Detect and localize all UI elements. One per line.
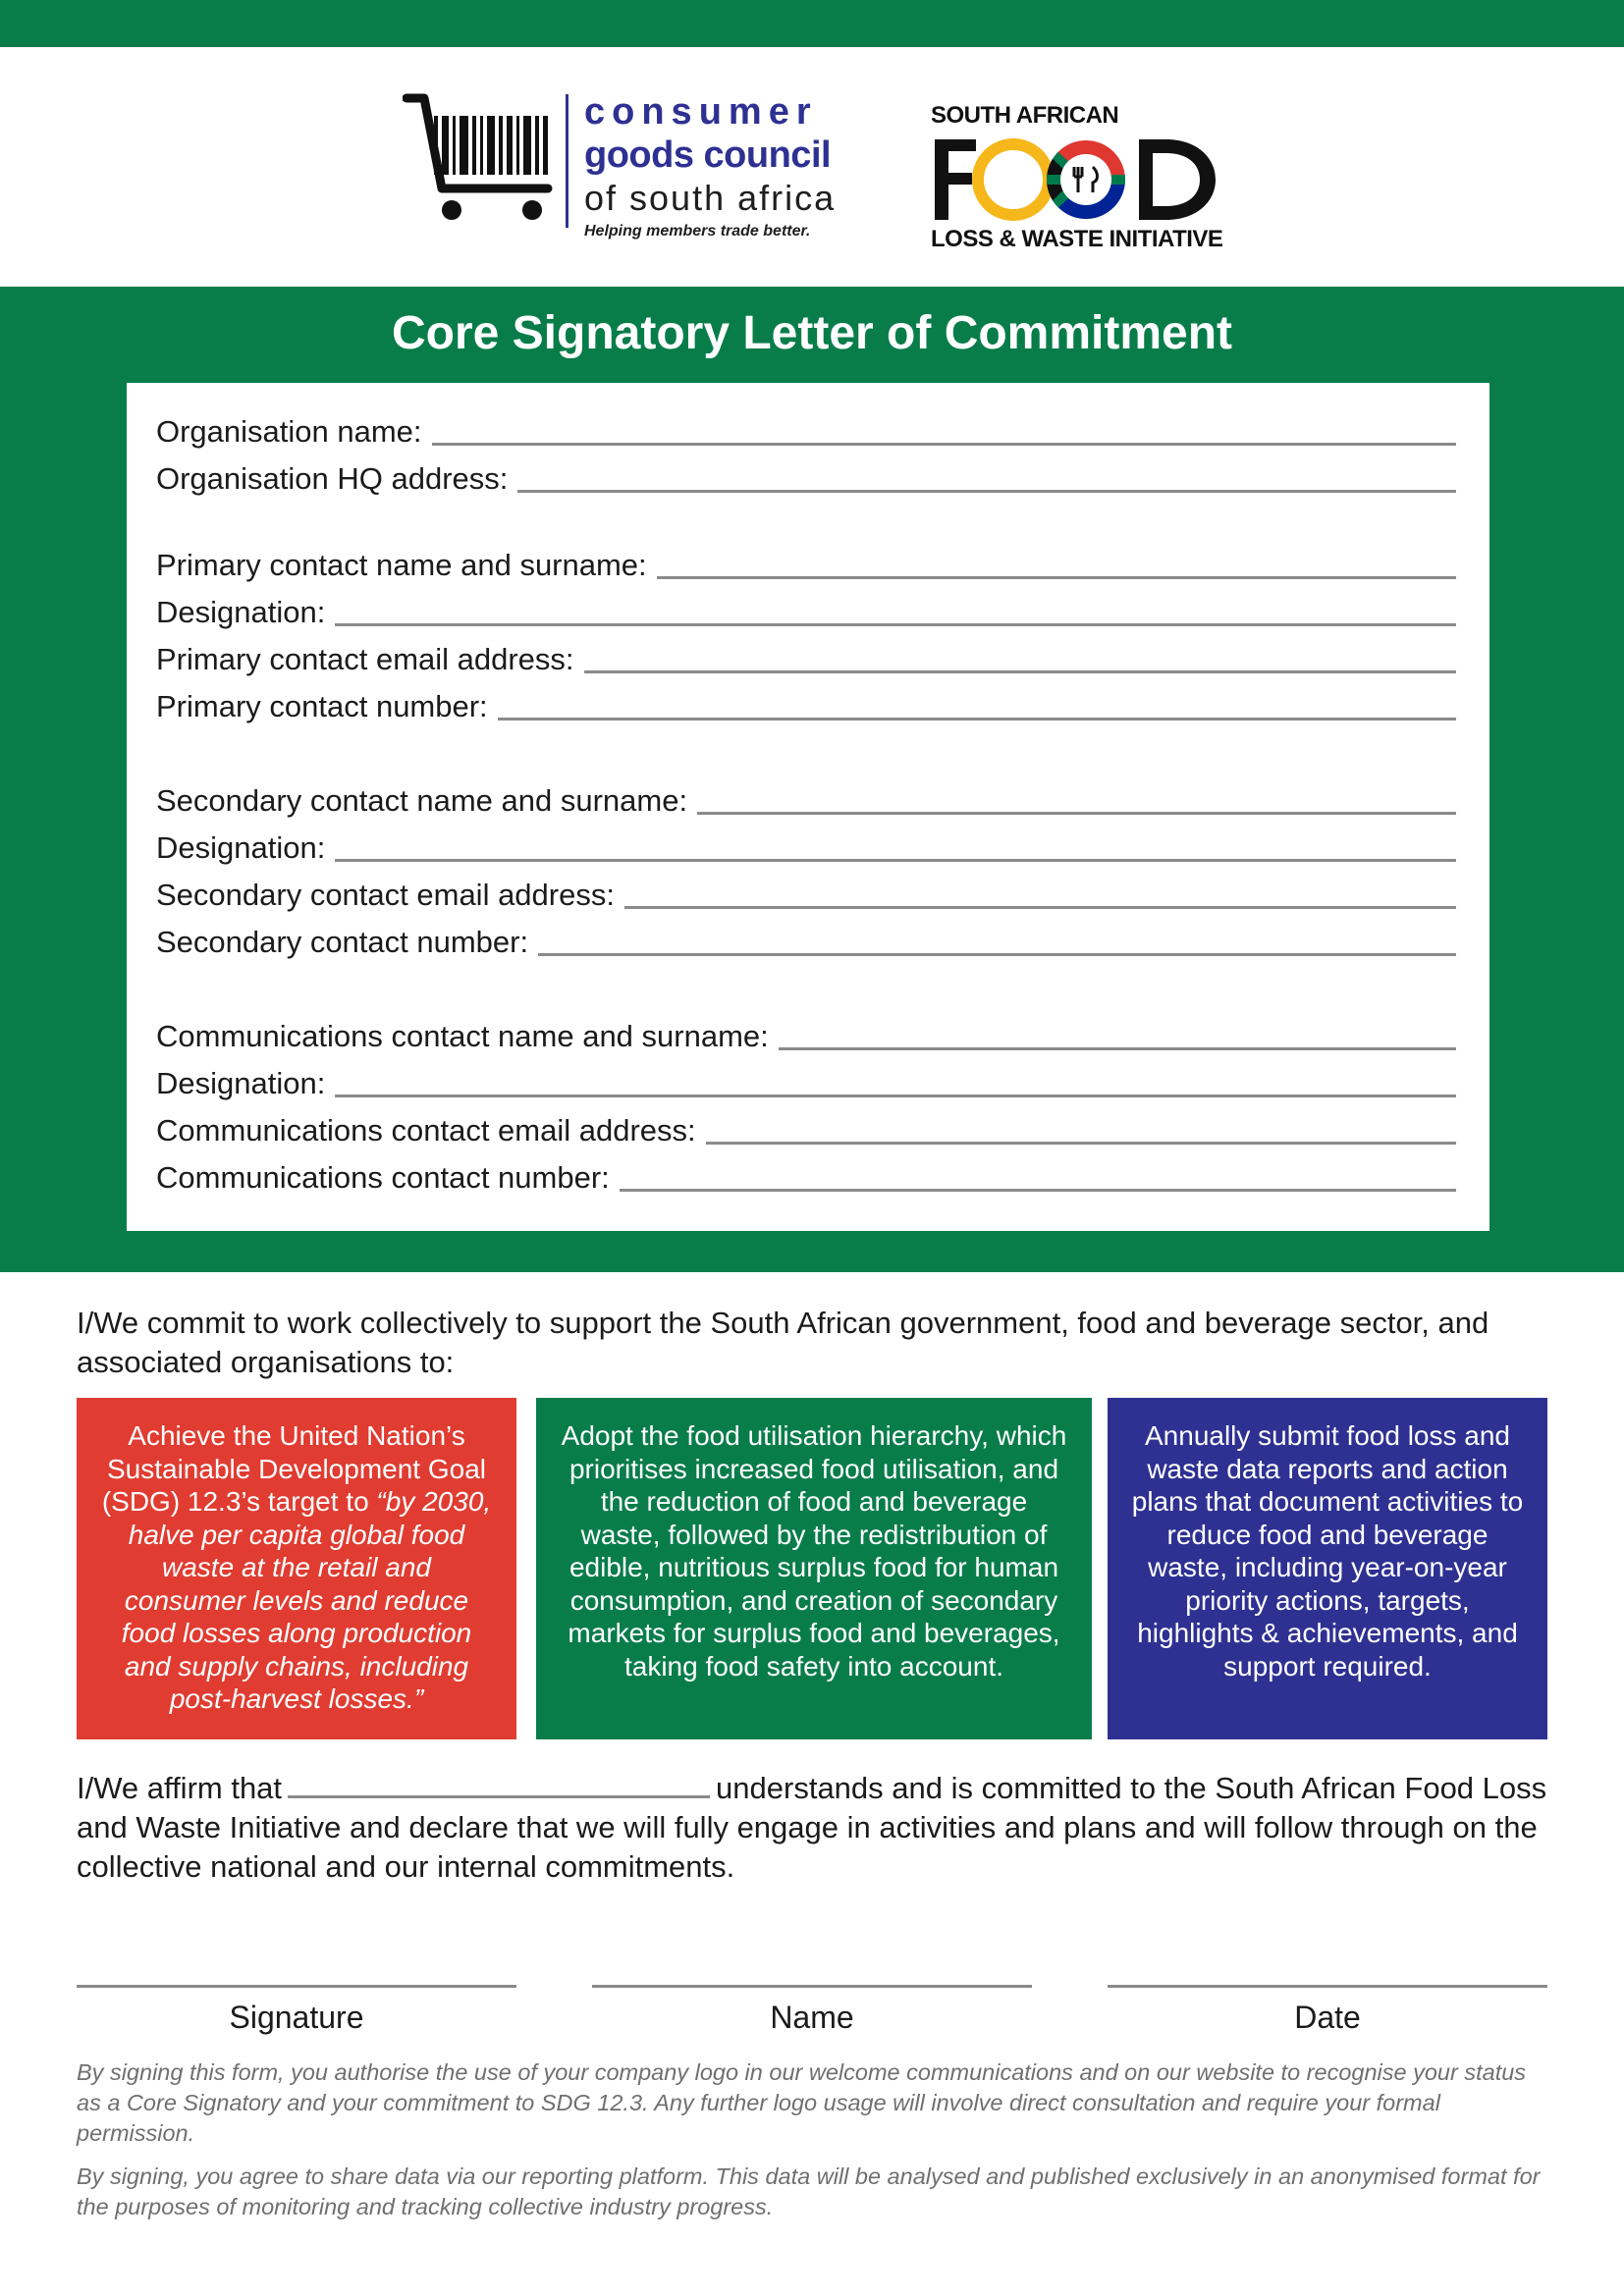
signature-label: Signature [229, 2000, 364, 2035]
name-line[interactable] [592, 1985, 1032, 1988]
fill-line[interactable] [498, 718, 1456, 721]
shopping-cart-icon [403, 90, 560, 228]
flw-logo-top-text: SOUTH AFRICAN [931, 102, 1119, 129]
field-label: Primary contact name and surname: [156, 548, 647, 582]
field-label: Designation: [156, 595, 326, 629]
cgc-logo-line2: goods council [584, 134, 832, 176]
date-block[interactable] [1108, 1985, 1547, 2036]
field-primary-contact-name[interactable] [156, 544, 1456, 583]
field-primary-email[interactable] [156, 638, 1456, 677]
signature-line[interactable] [77, 1985, 516, 1988]
logo-consent-note: By signing this form, you authorise the use of your company logo in our welcome communications and on our website to recognise your status as a Core Signatory and your commitment to SDG 12.3. Any further logo usage will involve direct consultation and require your formal permission. [77, 2059, 1527, 2146]
field-label: Communications contact number: [156, 1160, 610, 1195]
flw-logo-bottom-text: LOSS & WASTE INITIATIVE [931, 226, 1223, 252]
logo-header [0, 47, 1624, 287]
field-communications-number[interactable] [156, 1156, 1456, 1196]
field-secondary-contact-name[interactable] [156, 779, 1456, 819]
field-label: Primary contact email address: [156, 642, 574, 676]
fill-line[interactable] [517, 490, 1456, 493]
field-label: Designation: [156, 1066, 326, 1100]
affirmation-before: I/We affirm that [77, 1771, 283, 1805]
signature-block[interactable] [77, 1985, 516, 2036]
commitment-sdg-text: Achieve the United Nation’s Sustainable Development Goal (SDG) 12.3’s target to [101, 1420, 486, 1517]
field-organisation-hq-address[interactable] [156, 457, 1456, 497]
fill-line[interactable] [335, 859, 1456, 862]
commitment-boxes [77, 1398, 1547, 1739]
food-loss-waste-logo [931, 102, 1225, 279]
field-primary-designation[interactable] [156, 591, 1456, 630]
flw-logo-wordmark [931, 133, 1225, 226]
field-label: Secondary contact email address: [156, 878, 615, 912]
fill-line[interactable] [335, 623, 1456, 626]
date-line[interactable] [1108, 1985, 1547, 1988]
field-label: Primary contact number: [156, 689, 488, 723]
fill-line[interactable] [335, 1095, 1456, 1097]
commitment-intro: I/We commit to work collectively to support the South African government, food and beverage sector, and associated organisations to: [77, 1306, 1489, 1379]
organisation-blank-line[interactable] [288, 1770, 710, 1798]
fill-line[interactable] [657, 576, 1456, 579]
cgc-logo-line1: consumer [584, 91, 818, 133]
cgc-logo-divider [566, 94, 568, 228]
field-primary-number[interactable] [156, 685, 1456, 724]
field-secondary-number[interactable] [156, 921, 1456, 960]
field-label: Designation: [156, 830, 326, 865]
commitment-hierarchy-text: Adopt the food utilisation hierarchy, which prioritises increased food utilisation, and the reduction of food and beverage waste, followed by the redistribution of edible, nutritious surplus food for human consumption, and creation of secondary markets for surplus food and beverages, taking food safety into account. [561, 1420, 1067, 1682]
fill-line[interactable] [706, 1142, 1456, 1145]
fill-line[interactable] [697, 812, 1456, 815]
commitment-box-reporting [1108, 1398, 1547, 1739]
fill-line[interactable] [538, 953, 1456, 956]
cgc-logo-line3: of south africa [584, 178, 837, 218]
affirmation-statement [77, 1769, 1549, 1887]
form-section [0, 287, 1624, 1272]
fill-line[interactable] [584, 670, 1456, 673]
field-label: Secondary contact number: [156, 925, 529, 959]
fill-line[interactable] [779, 1047, 1456, 1050]
name-block[interactable] [592, 1985, 1032, 2036]
fill-line[interactable] [624, 906, 1456, 909]
field-label: Organisation name: [156, 414, 422, 449]
commitment-reporting-text: Annually submit food loss and waste data reports and action plans that document activities to reduce food and beverage waste, including year-on-year priority actions, targets, highlights & achievements, and support required. [1131, 1420, 1524, 1682]
field-label: Secondary contact name and surname: [156, 783, 688, 818]
commitment-box-sdg [77, 1398, 516, 1739]
affirmation-after: understands and is committed to the South African Food Loss and Waste Initiative and declare that we will fully engage in activities and plans and will follow through on the collective national and our internal commitments. [77, 1771, 1547, 1884]
top-green-bar [0, 0, 1624, 47]
commitment-box-hierarchy [536, 1398, 1092, 1739]
cgc-logo-text [584, 90, 879, 243]
fill-line[interactable] [432, 443, 1456, 446]
cgc-logo-tagline: Helping members trade better. [584, 223, 811, 240]
field-organisation-name[interactable] [156, 410, 1456, 450]
field-label: Communications contact name and surname: [156, 1019, 769, 1053]
commitment-sdg-quote: “by 2030, halve per capita global food waste at the retail and consumer levels and reduce food losses along production and supply chains, including post-harvest losses.” [121, 1486, 492, 1714]
field-communications-designation[interactable] [156, 1062, 1456, 1101]
field-secondary-email[interactable] [156, 874, 1456, 913]
cgc-logo [403, 90, 864, 277]
field-label: Communications contact email address: [156, 1113, 696, 1148]
data-sharing-note: By signing, you agree to share data via our reporting platform. This data will be analysed and published exclusively in an anonymised format for the purposes of monitoring and tracking collective industry progress. [77, 2163, 1541, 2219]
field-label: Organisation HQ address: [156, 461, 509, 496]
contact-form [127, 383, 1489, 1231]
field-communications-email[interactable] [156, 1109, 1456, 1148]
date-label: Date [1294, 2000, 1361, 2035]
fill-line[interactable] [620, 1189, 1456, 1192]
field-communications-contact-name[interactable] [156, 1015, 1456, 1054]
field-secondary-designation[interactable] [156, 827, 1456, 866]
page-title: Core Signatory Letter of Commitment [391, 307, 1233, 359]
name-label: Name [770, 2000, 854, 2035]
